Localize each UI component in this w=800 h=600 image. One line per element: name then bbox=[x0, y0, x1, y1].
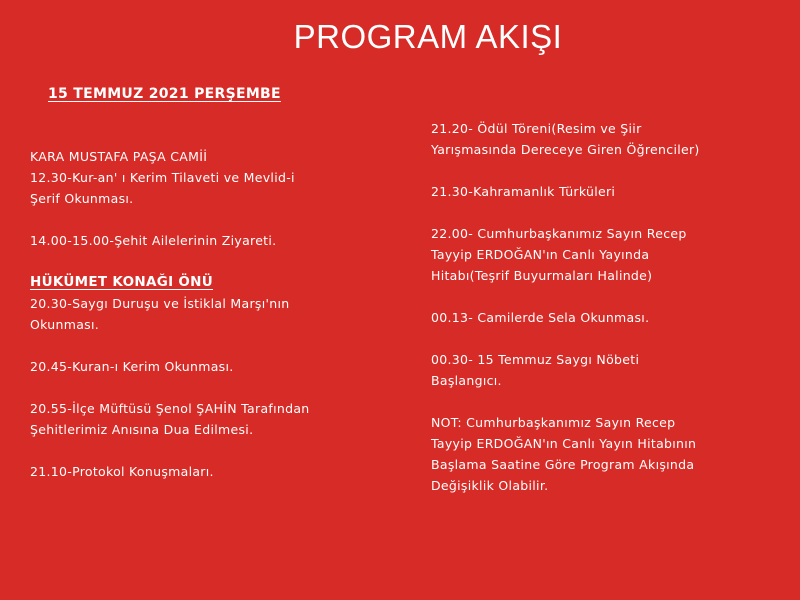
spacer bbox=[431, 391, 776, 412]
program-item-text: Hitabı(Teşrif Buyurmaları Halinde) bbox=[431, 268, 653, 283]
spacer bbox=[431, 328, 776, 349]
program-item-text: 14.00-15.00-Şehit Ailelerinin Ziyareti. bbox=[30, 233, 277, 248]
program-right-column bbox=[431, 118, 776, 496]
program-item-text: 22.00- Cumhurbaşkanımız Sayın Recep bbox=[431, 226, 687, 241]
program-item-text: 20.45-Kuran-ı Kerim Okunması. bbox=[30, 359, 234, 374]
note-text: Tayyip ERDOĞAN'ın Canlı Yayın Hitabının bbox=[431, 436, 697, 451]
program-item-text: Okunması. bbox=[30, 317, 100, 332]
spacer bbox=[30, 209, 390, 230]
note-text: Başlama Saatine Göre Program Akışında bbox=[431, 457, 695, 472]
program-item-text: Şehitlerimiz Anısına Dua Edilmesi. bbox=[30, 422, 254, 437]
program-item-text: 00.13- Camilerde Sela Okunması. bbox=[431, 310, 650, 325]
spacer bbox=[431, 286, 776, 307]
event-date: 15 TEMMUZ 2021 PERŞEMBE bbox=[48, 86, 281, 102]
spacer bbox=[30, 377, 390, 398]
note-text: NOT: Cumhurbaşkanımız Sayın Recep bbox=[431, 415, 676, 430]
program-item-text: Başlangıcı. bbox=[431, 373, 502, 388]
program-item-text: Tayyip ERDOĞAN'ın Canlı Yayında bbox=[431, 247, 650, 262]
program-item-text: 21.20- Ödül Töreni(Resim ve Şiir bbox=[431, 121, 642, 136]
page-title: PROGRAM AKIŞI bbox=[293, 18, 563, 55]
program-left-column bbox=[30, 146, 390, 482]
program-item-text: 12.30-Kur-an' ı Kerim Tilaveti ve Mevlid-i bbox=[30, 170, 295, 185]
program-item-text: Şerif Okunması. bbox=[30, 191, 134, 206]
venue-heading-government-building: HÜKÜMET KONAĞI ÖNÜ bbox=[30, 274, 214, 290]
spacer bbox=[30, 251, 390, 272]
program-item-text: 21.30-Kahramanlık Türküleri bbox=[431, 184, 616, 199]
spacer bbox=[30, 335, 390, 356]
spacer bbox=[431, 160, 776, 181]
spacer bbox=[30, 440, 390, 461]
spacer bbox=[431, 202, 776, 223]
program-item-text: 00.30- 15 Temmuz Saygı Nöbeti bbox=[431, 352, 640, 367]
program-item-text: 20.55-İlçe Müftüsü Şenol ŞAHİN Tarafından bbox=[30, 401, 310, 416]
venue-heading-mosque: KARA MUSTAFA PAŞA CAMİİ bbox=[30, 149, 208, 164]
program-item-text: Yarışmasında Dereceye Giren Öğrenciler) bbox=[431, 142, 700, 157]
program-item-text: 21.10-Protokol Konuşmaları. bbox=[30, 464, 214, 479]
note-text: Değişiklik Olabilir. bbox=[431, 478, 549, 493]
program-item-text: 20.30-Saygı Duruşu ve İstiklal Marşı'nın bbox=[30, 296, 290, 311]
